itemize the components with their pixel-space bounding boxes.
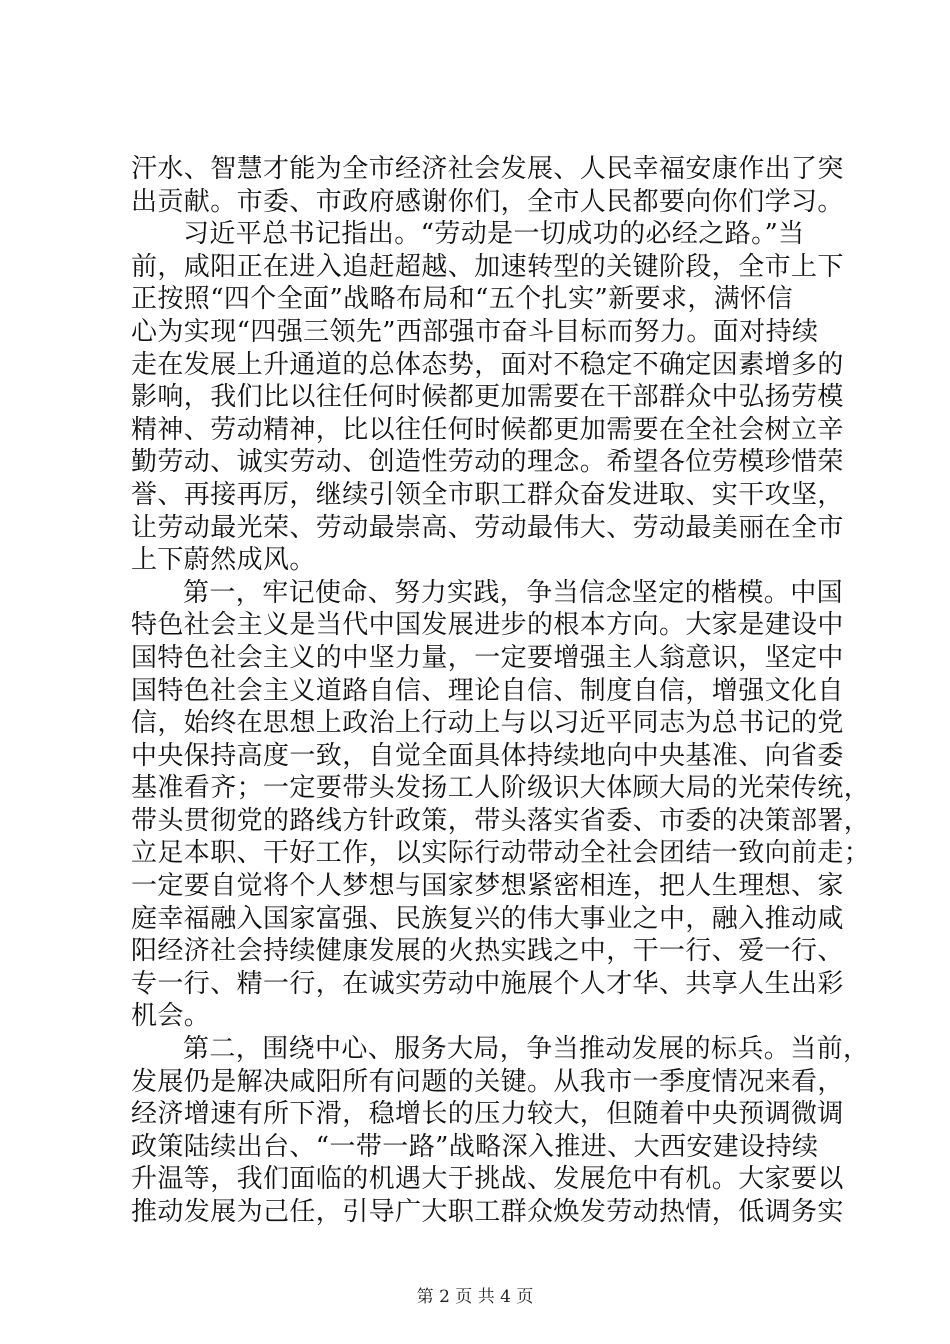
text-line: 第一，牢记使命、努力实践，争当信念坚定的楷模。中国 (183, 577, 844, 608)
text-line: 基准看齐；一定要带头发扬工人阶级识大体顾大局的光荣传统， (131, 773, 871, 804)
text-line: 上下蔚然成风。 (131, 545, 316, 576)
text-line: 特色社会主义是当代中国发展进步的根本方向。大家是建设中 (131, 610, 844, 641)
text-line: 第二，围绕中心、服务大局，争当推动发展的标兵。当前， (183, 1034, 870, 1065)
text-line: 机会。 (131, 1001, 211, 1032)
text-line: 前，咸阳正在进入追赶超越、加速转型的关键阶段，全市上下 (131, 251, 844, 282)
text-line: 政策陆续出台、“一带一路”战略深入推进、大西安建设持续 (131, 1131, 819, 1162)
text-line: 习近平总书记指出。“劳动是一切成功的必经之路。”当 (183, 219, 805, 250)
text-line: 中央保持高度一致，自觉全面具体持续地向中央基准、向省委 (131, 740, 844, 771)
text-line: 阳经济社会持续健康发展的火热实践之中，干一行、爱一行、 (131, 936, 844, 967)
text-line: 一定要自觉将个人梦想与国家梦想紧密相连，把人生理想、家 (131, 871, 844, 902)
text-line: 升温等，我们面临的机遇大于挑战、发展危中有机。大家要以 (131, 1164, 844, 1195)
text-line: 走在发展上升通道的总体态势，面对不稳定不确定因素增多的 (131, 349, 844, 380)
text-line: 专一行、精一行，在诚实劳动中施展个人才华、共享人生出彩 (131, 968, 844, 999)
text-line: 立足本职、干好工作，以实际行动带动全社会团结一致向前走； (131, 838, 871, 869)
text-line: 影响，我们比以往任何时候都更加需要在干部群众中弘扬劳模 (131, 382, 844, 413)
page-footer (0, 1286, 950, 1308)
body-text (131, 153, 871, 1229)
text-line: 推动发展为己任，引导广大职工群众焕发劳动热情，低调务实 (131, 1197, 844, 1227)
text-line: 带头贯彻党的路线方针政策，带头落实省委、市委的决策部署， (131, 805, 871, 836)
text-line: 经济增速有所下滑，稳增长的压力较大，但随着中央预调微调 (131, 1099, 844, 1130)
page-number: 第 2 页 共 4 页 (416, 1287, 534, 1307)
text-line: 汗水、智慧才能为全市经济社会发展、人民幸福安康作出了突 (131, 154, 844, 184)
text-line: 心为实现“四强三领先”西部强市奋斗目标而努力。面对持续 (131, 316, 819, 347)
text-line: 誉、再接再厉，继续引领全市职工群众奋发进取、实干攻坚， (131, 479, 844, 510)
text-line: 精神、劳动精神，比以往任何时候都更加需要在全社会树立辛 (131, 414, 844, 445)
text-line: 出贡献。市委、市政府感谢你们，全市人民都要向你们学习。 (131, 186, 844, 217)
text-line: 国特色社会主义道路自信、理论自信、制度自信，增强文化自 (131, 675, 844, 706)
text-line: 让劳动最光荣、劳动最崇高、劳动最伟大、劳动最美丽在全市 (131, 512, 844, 543)
text-line: 勤劳动、诚实劳动、创造性劳动的理念。希望各位劳模珍惜荣 (131, 447, 844, 478)
text-line: 发展仍是解决咸阳所有问题的关键。从我市一季度情况来看， (131, 1066, 844, 1097)
text-line: 庭幸福融入国家富强、民族复兴的伟大事业之中，融入推动咸 (131, 903, 844, 934)
text-line: 信，始终在思想上政治上行动上与以习近平同志为总书记的党 (131, 708, 844, 739)
text-line: 正按照“四个全面”战略布局和“五个扎实”新要求，满怀信 (131, 284, 793, 315)
text-line: 国特色社会主义的中坚力量，一定要增强主人翁意识，坚定中 (131, 642, 844, 673)
